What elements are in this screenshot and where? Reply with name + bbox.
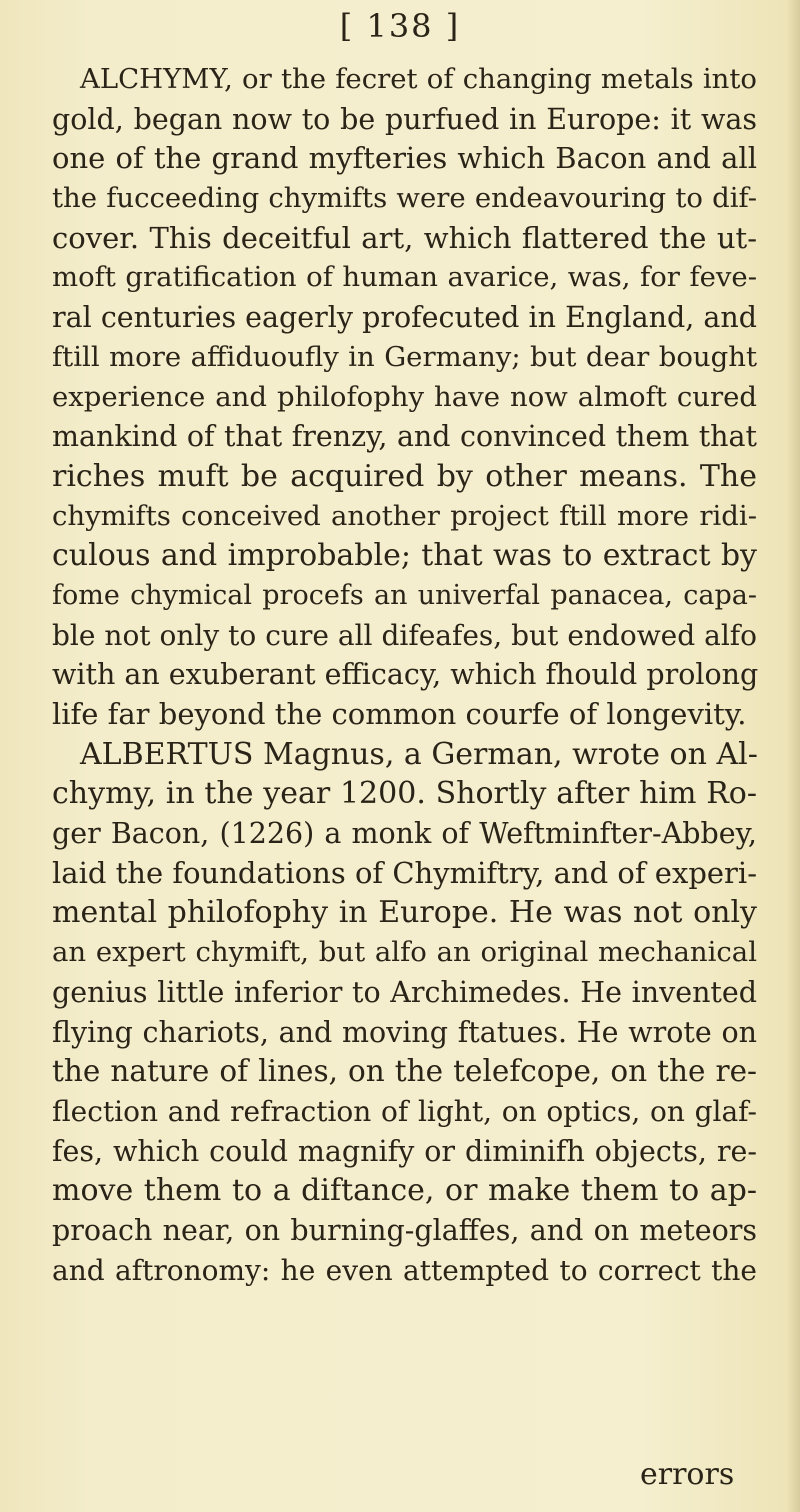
- page-edge-shadow: [786, 0, 800, 1512]
- text-line: ftill more affiduoufly in Germany; but dear bought: [52, 340, 757, 373]
- text-line: ble not only to cure all difeafes, but endowed alfo: [52, 618, 757, 652]
- text-line: mankind of that frenzy, and convinced them that: [52, 420, 757, 454]
- text-line: culous and improbable; that was to extract by: [52, 538, 757, 574]
- text-line: laid the foundations of Chymiftry, and of experi-: [52, 855, 757, 890]
- text-line: fes, which could magnify or diminifh objects, re-: [52, 1134, 757, 1168]
- text-line: moft gratification of human avarice, was, for feve-: [52, 261, 757, 294]
- text-line: move them to a diftance, or make them to ap-: [52, 1173, 757, 1209]
- text-line: cover. This deceitful art, which flattered the ut-: [52, 220, 757, 255]
- text-line: gold, began now to be purfued in Europe: it was: [52, 102, 757, 136]
- text-line: and aftronomy: he even attempted to correct the: [52, 1253, 757, 1287]
- catchword: errors: [640, 1457, 735, 1492]
- text-line: chymy, in the year 1200. Shortly after him Ro-: [52, 776, 757, 812]
- text-line: an expert chymift, but alfo an original mechanical: [52, 936, 757, 969]
- text-line: riches muft be acquired by other means. The: [52, 458, 757, 494]
- body-text: [52, 60, 757, 1290]
- page-number: [ 138 ]: [339, 7, 461, 45]
- text-line: fome chymical procefs an univerfal panacea, capa-: [52, 579, 757, 611]
- text-line: chymifts conceived another project ftill more ridi-: [52, 499, 757, 532]
- text-line: one of the grand myfteries which Bacon and all: [52, 141, 757, 176]
- text-line: the fucceeding chymifts were endeavouring to dif-: [52, 182, 757, 215]
- text-line: experience and philofophy have now almoft cured: [52, 380, 757, 413]
- text-line: mental philofophy in Europe. He was not only: [52, 895, 757, 931]
- text-line: the nature of lines, on the telefcope, on the re-: [52, 1054, 757, 1089]
- text-line: proach near, on burning-glaffes, and on meteors: [52, 1213, 757, 1247]
- text-line: flying chariots, and moving ftatues. He wrote on: [52, 1015, 757, 1049]
- text-line: ger Bacon, (1226) a monk of Weftminfter-Abbey,: [52, 817, 757, 851]
- text-line: ALCHYMY, or the fecret of changing metals into: [80, 63, 757, 95]
- text-line: with an exuberant efficacy, which fhould prolong: [52, 658, 759, 692]
- text-line: life far beyond the common courfe of longevity.: [52, 697, 747, 731]
- text-line: ALBERTUS Magnus, a German, wrote on Al-: [80, 736, 758, 772]
- text-line: genius little inferior to Archimedes. He invented: [52, 975, 757, 1009]
- text-line: flection and refraction of light, on optics, on glaf-: [52, 1094, 757, 1128]
- text-line: ral centuries eagerly profecuted in England, and: [52, 301, 757, 335]
